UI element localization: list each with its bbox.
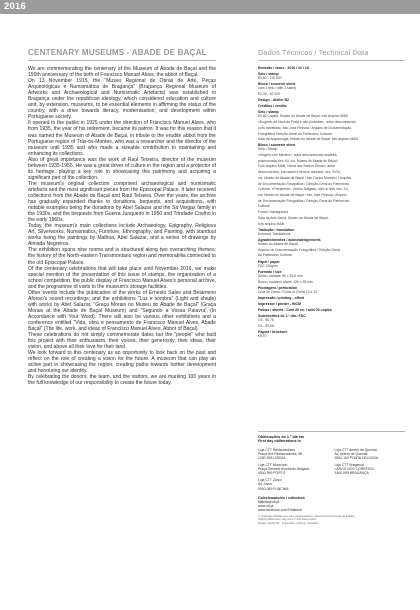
post-office (335, 448, 406, 460)
post-office-line: 9500-160 PONTA DELGADA (334, 456, 379, 460)
spec-value: desconhecido, pau santo e bronze dourado, séc. XVIII, (258, 170, 341, 175)
post-office (258, 448, 329, 460)
spec-item (258, 66, 405, 70)
post-office (335, 463, 406, 475)
article (28, 48, 216, 386)
post-office-line: Loja CTT Município (258, 463, 288, 468)
spec-value: C5 - €0,75 (258, 318, 274, 323)
spec-value: €0,70 (258, 334, 267, 339)
spec-item (258, 286, 405, 294)
issue-year: 2016 (4, 1, 26, 12)
spec-item (258, 260, 405, 268)
spec-item (258, 302, 405, 306)
article-paragraph: It opened to the public in 1925 under the direction of Francisco Manuel Alves, who from 1935, the year of his retirement, became its patron. It was for this reason that it was named the Museum of Abade de Baçal, in tribute to the erudite abbot from the Portuguese region of Trás-os-Montes, who was a researcher and the director of the museum until 1935 and who made a sizeable contribution to maintaining and enhancing its collections. (28, 120, 216, 157)
header-bar (0, 0, 420, 14)
collectors-link: www.facebook.com/Filatelictt (258, 508, 302, 513)
post-office-line: Loja CTT Restauradores (258, 447, 296, 452)
spec-item (258, 228, 405, 236)
spec-item (258, 98, 405, 102)
spec-value: Fundo / background (258, 210, 289, 215)
spec-value: «Eugénio da Hora de Prata e alto pirâmide», autor desconhecido, (258, 120, 357, 125)
spec-value: Selo / Stamp (258, 147, 278, 152)
article-paragraph: The museum's original collection comprised archaeological and numismatic artefacts and the most significant pieces from the Episcopal Palace. It later received collections from the Abade de Baçal and Raul Teixeira. Over the years, the archive has gradually expanded thanks to donations, bequests, and acquisitions, with notable examples being the donations by Abel Salazar and the Sá Vargas family in the 1930s, and the bequests from Guerra Junqueiro in 1950 and Trindade Coelho in the early 1960s. (28, 180, 216, 224)
spec-value: Sala da Arte Sacra, Museu do Abade de Baçal, (258, 216, 329, 221)
spec-value: «Virgem com Menino», autor desconhecido madeira (258, 153, 337, 158)
spec-label: Agradecimentos / acknowledgements (258, 238, 321, 242)
spec-value: Museu do Abade de Baçal, (258, 242, 299, 247)
collectors-link: www.ctt.pt (258, 503, 274, 508)
footer-notes (258, 515, 405, 525)
article-title: CENTENARY MUSEUMS - ABADE DE BAÇAL (28, 48, 207, 57)
spec-value: Cultural, «Primavera», Veloso Salgado, óleo s/ tela, séc. XX, (258, 187, 350, 192)
spec-value: foto arquivo MAB. (258, 221, 285, 226)
post-office-line: 1250-998 LISBOA (258, 456, 286, 460)
spec-value: C6 - €0,56 (258, 323, 274, 328)
post-office-line: 4000-999 PORTO (258, 471, 286, 476)
spec-value: FSC 110g/m² (258, 263, 278, 268)
spec-label: Design - Atelier B2 (258, 98, 289, 103)
spec-label: Formato / size (258, 269, 282, 274)
article-paragraph: We are commemorating the centenary of the Museum of Abade de Baçal and the 150th anniversary of the birth of Francisco Manuel Alves, the abbot of Baçal. (28, 66, 216, 79)
spec-value: col. Museu do Abade de Baçal / foto José Pessoa / Arquivo (258, 192, 347, 197)
post-office-line: 5300-999 BRAGANÇA (334, 471, 369, 476)
post-office-line: Praça dos Restauradores, 58 (258, 451, 303, 456)
spec-value: policromada, séc.XV, col. Museu do Abade de Baçal / (258, 158, 339, 163)
post-office-line: Loja CTT Antero de Quental (334, 447, 377, 452)
spec-label: Impressor / printer - INCM (258, 301, 301, 306)
first-day-title-en: First day obliterations in (258, 439, 301, 444)
article-body (28, 66, 216, 386)
technical-title: Dados Técnicos / Technical Data (258, 48, 369, 57)
post-office-line: Praça General Humberto Delgado (258, 467, 310, 472)
spec-value: de Documentação Fotográfica / Direção-Geral do Património (258, 198, 350, 203)
spec-item (258, 296, 405, 300)
post-office-list (258, 448, 405, 491)
footer-line: © produção Filatelia e/ou seus patrocinadores, para fins promocionais da filatelia. (258, 515, 355, 519)
spec-item (258, 314, 405, 328)
spec-value: com 1 selo / with 1 stamp (258, 86, 297, 91)
footer-line: Design: Atelier B2 · Impressão / printing: Colorland (258, 521, 319, 525)
spec-item (258, 308, 405, 312)
spec-label: Sobrescritos de 1.º dia / FDC (258, 314, 306, 319)
article-paragraph: Also of great importance was the work of Raul Teixeira, director of the museum between 1935-1955. He was a great driver of culture in the region and a protector of its heritage, playing a key role in showcasing this patrimony and acquiring a significant part of the collection. (28, 156, 216, 181)
spec-value: Cruz de Cristo / Cross of Christ 13 x 13 (258, 289, 317, 294)
post-office (258, 463, 329, 475)
spec-item (258, 110, 405, 141)
spec-value: ouro martelado, foto José Pessoa / Arquivo de Documentação (258, 125, 352, 130)
spec-value: Arquivo de Documentação Fotográfica / Direção-Geral (258, 247, 340, 252)
article-paragraph: By celebrating the donors, the team, and the visitors, we are marking 100 years in the full knowledge of our responsibility to create the future today. (28, 374, 216, 387)
post-office-line: Loja CTT Bragança (334, 463, 364, 468)
post-office-line: LARGO DOS CORREIOS, (334, 467, 375, 472)
spec-value: €2,05 - 40 000 (258, 92, 280, 97)
spec-value: col. Museu do Abade de Baçal / foto Carlos Monteiro / Arquivo (258, 175, 352, 180)
spec-item (258, 82, 405, 96)
spec-item (258, 143, 405, 208)
post-office-line: 9000-069 FUNCHAL (258, 486, 290, 491)
spec-value: do Património Cultural. (258, 253, 293, 258)
spec-value: Foto arquivo MAB, «Arca dos Santos Óleos», autor (258, 164, 336, 169)
spec-item (258, 104, 405, 108)
spec-value: Sala da Arqueologia, Museu do Abade de Baçal, foto arquivo MAB. (258, 137, 359, 142)
spec-value: €0,80 - 115 000 (258, 76, 282, 81)
post-office-line: Av. Antero de Quental (334, 451, 368, 456)
footer-line: Slightly differences may occur in the final product. (258, 518, 318, 522)
collectors-info (258, 496, 405, 512)
post-office-line: Av. Zarco (258, 482, 273, 487)
spec-item (258, 72, 405, 80)
spec-label: Selo / stamp (258, 110, 279, 115)
spec-item (258, 330, 405, 338)
article-paragraph: Other events include the publication of the works of Ernesto Sales and Belarmino Afonso's sound recordings; and the exhibitions "Luz e sombra" (Light and shade) with works by Abel Salazar, "Graça Morais no Museu do Abade de Baçal" (Graça Morais at the Abade de Baçal Museum) and "Segundo a Vossa Palavra" (In Accordance with Your Word). There will also be various other exhibitions and a conference entitled "Vida, obra e pensamento de Francisco Manuel Alves, Abade Baçal" (The life, work, and ideas of Francisco Manuel Alves, Abbot of Baçal). (28, 289, 216, 333)
spec-label: Pagela / brochure (258, 329, 288, 334)
spec-value: de Documentação Fotográfica / Direção-Geral do Património (258, 181, 350, 186)
first-day-title-pt: Obliterações do 1.º dia em (258, 435, 305, 439)
first-day-section (258, 430, 405, 525)
spec-item (258, 210, 405, 225)
article-paragraph: On 13 November 1915, the "Museu Regional de Obras de Arte, Peças Arqueológicas e Numismática de Bragança" (Bragança Regional Museum of Artworks and Archaeological and Numismatic Artefacts) was established in Bragança under the republican ideology, which considered education and culture and, by extension, museums, to be essential elements in affirming the status of the country, with a drive towards literacy, modernisation, and development within Portuguese society. (28, 78, 216, 121)
first-day-divider (258, 431, 405, 432)
article-paragraph: Of the centenary celebrations that will take place until November 2016, we make special mention of the presentation of this issue of stamps, the organisation of a school competition, the public display of Francisco Manuel Alves's personal archive, and the programme of visits to the museum's storage facilities. (28, 265, 216, 290)
spec-value: Bloco / souvenir sheet: 125 x 95 mm (258, 279, 313, 284)
spec-label: Emissão / issue - 2016 / 02 / 16 (258, 66, 309, 70)
post-office (258, 478, 329, 490)
spec-value: Cultural (258, 204, 270, 209)
spec-label: Tradução / translation (258, 227, 295, 232)
collectors-email: filatelia@ctt.pt (258, 499, 280, 504)
article-paragraph: Today, the museum's main collections include Archaeology, Epigraphy, Religious Art, Silverworks, Numismatics, Furniture, Ethnography, and Painting, with standout works being the paintings by Malhoa, Abel Salazar, and a series of drawings by Almada Negreiros. (28, 223, 216, 248)
article-paragraph: We look forward to this centenary as an opportunity to look back on the past and reflect on the role of creating a vision for the future. A museum that can play an active part in showcasing the region, creating paths towards further development and honouring our identity. (28, 350, 216, 375)
spec-label: Bloco / souvenir sheet (258, 143, 296, 148)
spec-label: Selo / stamp (258, 72, 279, 77)
spec-value: €0,80 Capela, Museu do Abade de Baçal, foto Arquivo MAB (258, 114, 348, 119)
spec-label: Folhas / sheets - Com 20 ex. / with 20 copies (258, 308, 332, 312)
technical-data (258, 48, 405, 340)
technical-divider (258, 60, 405, 61)
technical-list (258, 66, 405, 338)
spec-item (258, 238, 405, 258)
spec-label: Bloco / souvenir sheet (258, 82, 296, 87)
spec-label: Créditos / credits (258, 104, 287, 109)
article-paragraph: The exhibition spans nine rooms and is structured along two overarching themes: the history of the North-eastern Transmontano region and memorabilia connected to the old Episcopal Palace. (28, 247, 216, 266)
spec-item (258, 270, 405, 284)
article-paragraph: These celebrations do not simply commemorate dates but the "people" who built this project with their enthusiasm, their voices, their generosity, their ideas, their vision, and above all their love for their land. (28, 332, 216, 351)
collectors-label: Colecionadores / collectors (258, 495, 305, 500)
spec-value: Selos / stamps: 80 x 30,6 mm (258, 273, 303, 278)
spec-label: Papel / paper (258, 259, 280, 264)
collectors-contacts (258, 500, 405, 512)
spec-label: Impressão / printing - offset (258, 295, 305, 300)
title-divider (28, 60, 216, 61)
spec-value: Fotográfica Direção-Geral do Património Cultural. (258, 131, 333, 136)
spec-value: Komercii Translations (258, 231, 291, 236)
spec-label: Picotagem / perforation (258, 285, 298, 290)
post-office-line: Loja CTT Zarco (258, 478, 282, 483)
